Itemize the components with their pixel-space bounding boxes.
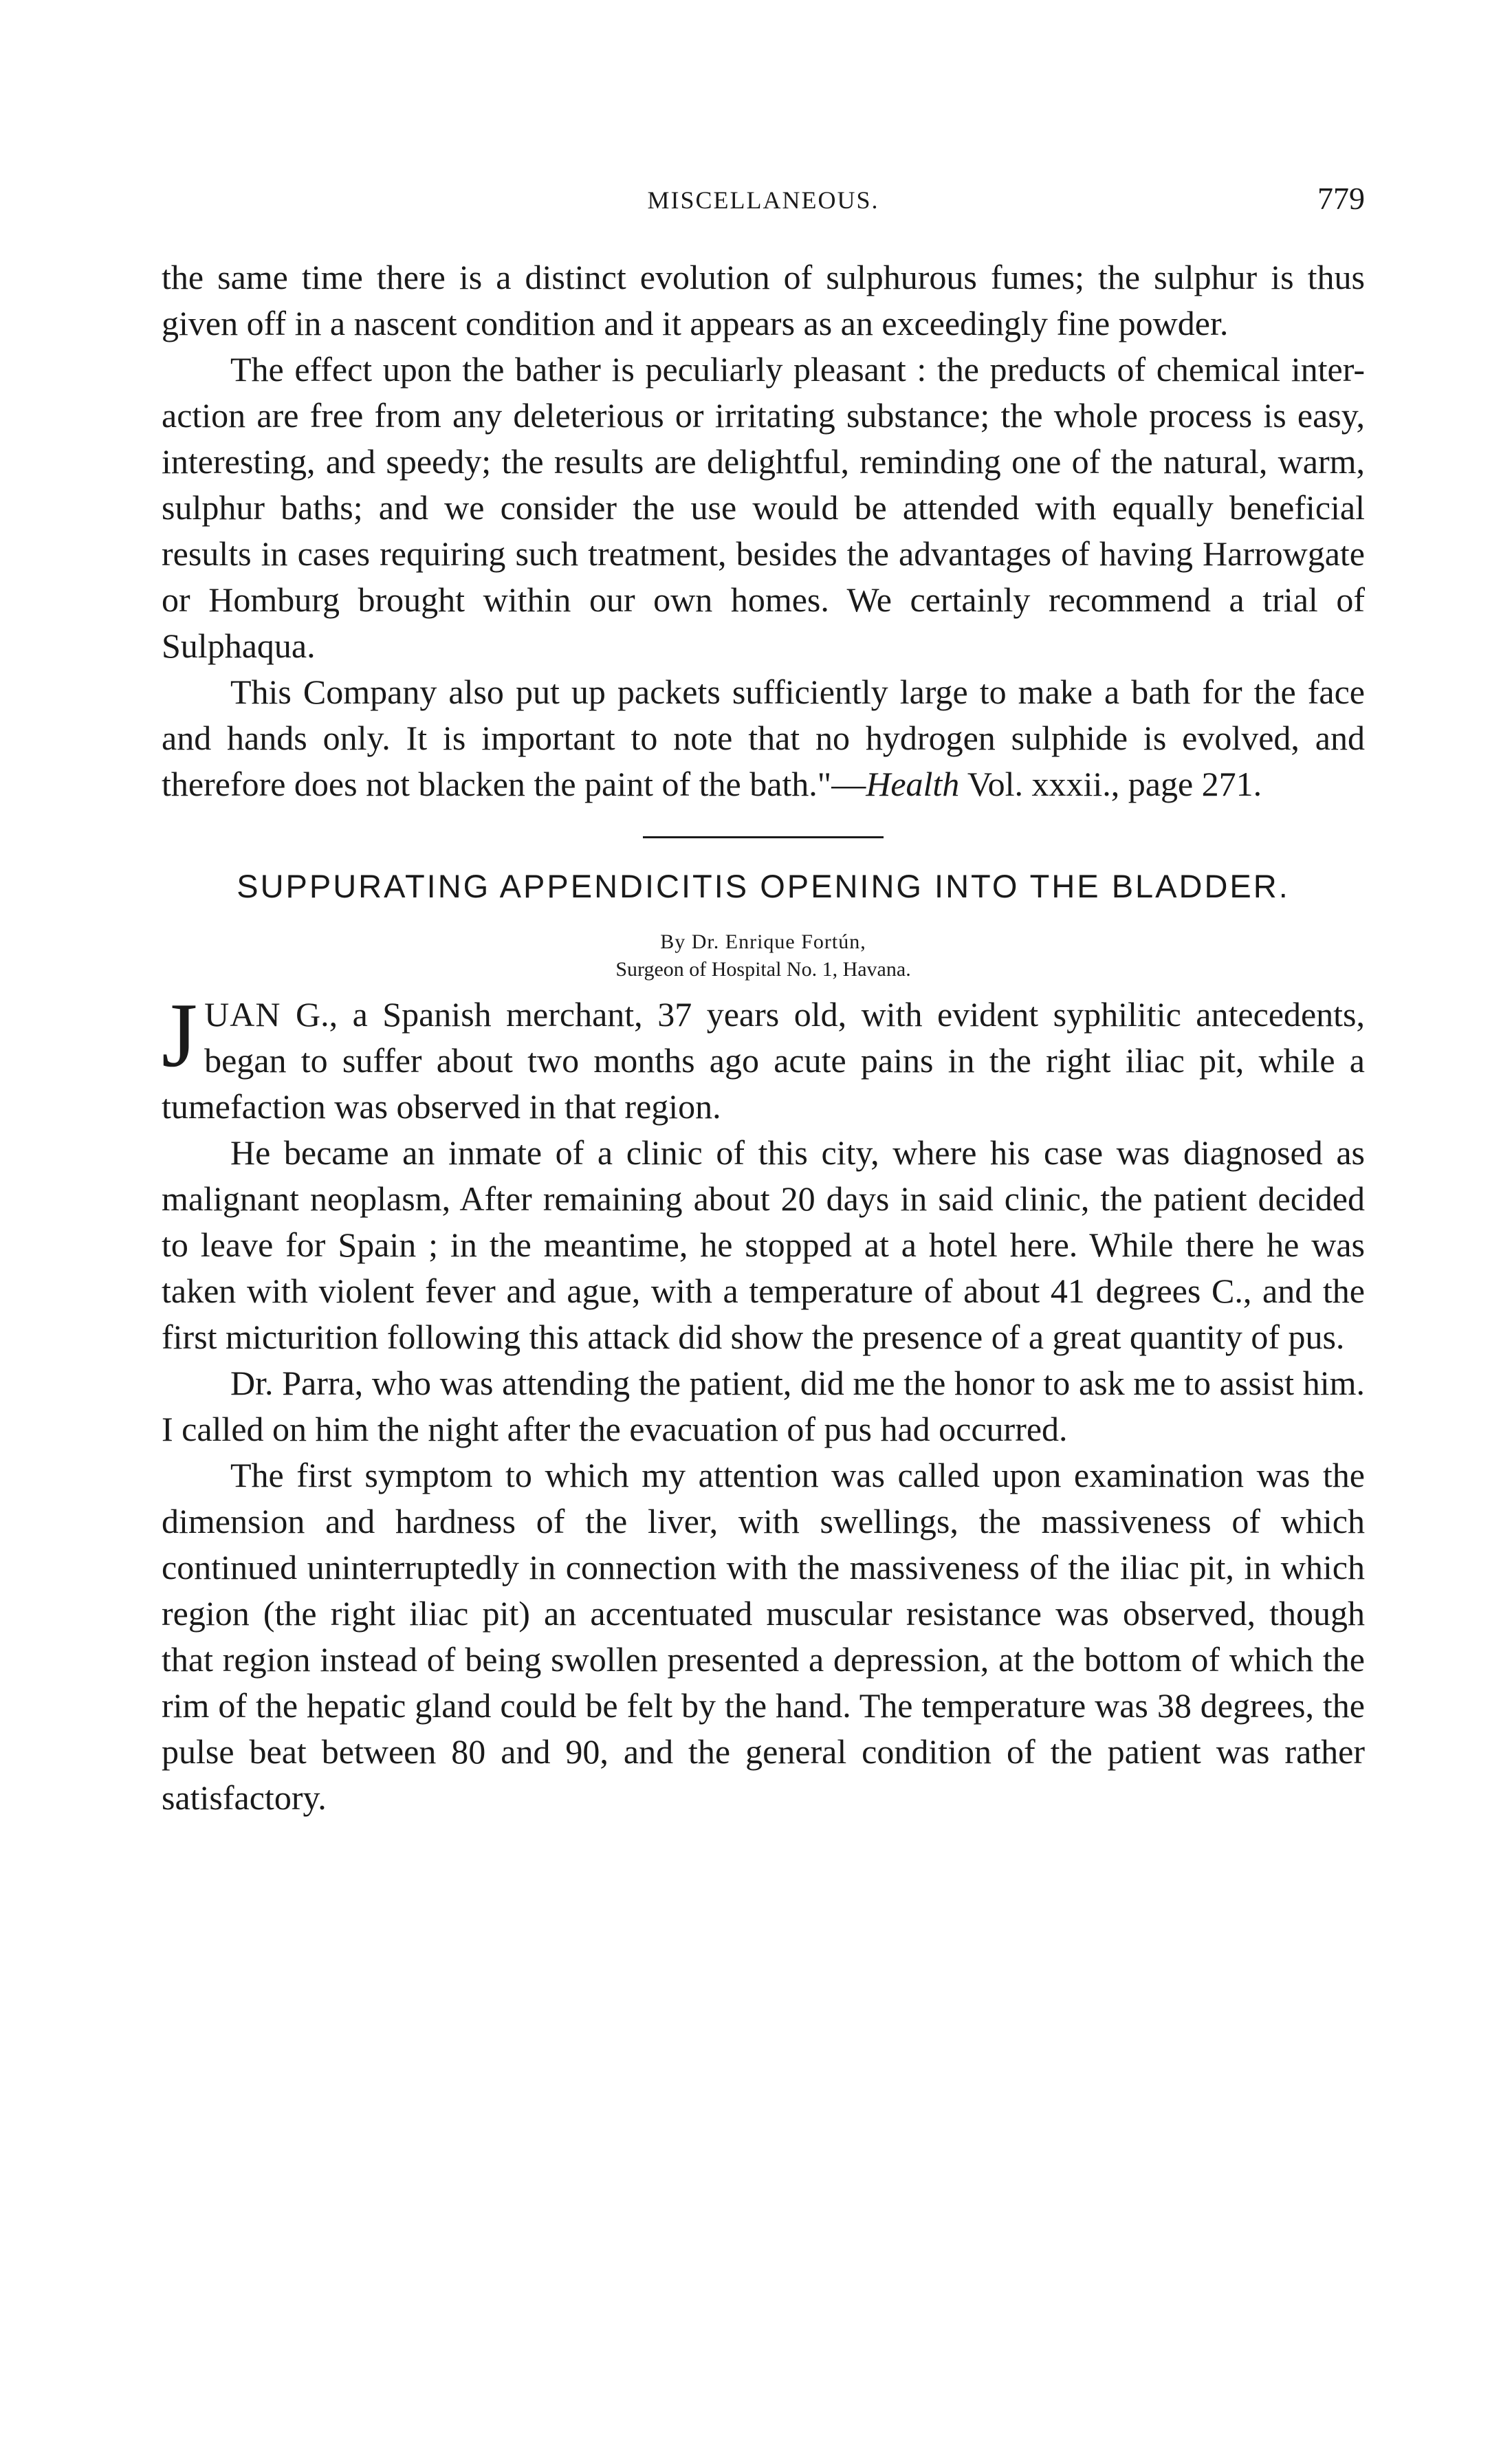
- continued-paragraph-3-text: This Company also put up packets sufficiently large to make a bath for the face and hands only. It is important to note that no hydrogen sulphide is evolved, and therefore does not blacken the paint of the bath."—: [162, 673, 1365, 803]
- article-paragraph-1-text: G., a Spanish merchant, 37 years old, with evident syphilitic antecedents, began to suffer about two months ago acute pains in the right iliac pit, while a tumefaction was observed in that region.: [162, 995, 1365, 1126]
- drop-cap: J: [162, 984, 198, 1086]
- article-byline: By Dr. Enrique Fortún,: [660, 930, 866, 953]
- article-paragraph-2: He became an inmate of a clinic of this city, where his case was diagnosed as malignant neoplasm, After remaining about 20 days in said clinic, the patient decided to leave for Spain ; in the meantime, he stopped at a hotel here. While there he was taken with violent fever and ague, with a temperature of about 41 degrees C., and the first micturition following this attack did show the presence of a great quantity of pus.: [162, 1133, 1365, 1356]
- source-journal-name: Health: [866, 765, 960, 803]
- page-number: 779: [1317, 181, 1365, 216]
- article-paragraph-1: [162, 984, 1365, 1130]
- section-divider: [643, 836, 884, 838]
- continued-paragraph-3: [162, 669, 1365, 807]
- article-title: SUPPURATING APPENDICITIS OPENING INTO THE BLADDER.: [237, 868, 1290, 904]
- continued-paragraph-2: The effect upon the bather is peculiarly pleasant : the preducts of chemical inter-action are free from any deleterious or irritating substance; the whole process is easy, interesting, and speedy; the results are delightful, reminding one of the natural, warm, sulphur baths; and we consider the use would be attended with equally beneficial results in cases requiring such treatment, besides the advantages of having Harrowgate or Homburg brought within our own homes. We certainly recommend a trial of Sulphaqua.: [162, 350, 1365, 665]
- body-text: [162, 254, 1365, 1821]
- article-paragraph-4: The first symptom to which my attention was called upon examination was the dimension and hardness of the liver, with swellings, the massiveness of which continued uninterruptedly in connection with the massiveness of the iliac pit, in which region (the right iliac pit) an accentuated muscular resistance was observed, though that region instead of being swollen presented a depression, at the bottom of which the rim of the hepatic gland could be felt by the hand. The temperature was 38 degrees, the pulse beat between 80 and 90, and the general condition of the patient was rather satisfactory.: [162, 1456, 1365, 1817]
- author-affiliation: Surgeon of Hospital No. 1, Havana.: [615, 958, 911, 981]
- running-title: MISCELLANEOUS.: [647, 186, 879, 214]
- article-paragraph-3: Dr. Parra, who was attending the patient, did me the honor to ask me to assist him. I called on him the night after the evacuation of pus had occurred.: [162, 1364, 1365, 1448]
- first-word-caps: UAN: [204, 995, 281, 1034]
- running-head: [162, 180, 1365, 221]
- continued-paragraph-1: the same time there is a distinct evolution of sulphurous fumes; the sulphur is thus given off in a nascent condition and it appears as an exceedingly fine powder.: [162, 258, 1365, 342]
- source-reference: Vol. xxxii., page 271.: [959, 765, 1262, 803]
